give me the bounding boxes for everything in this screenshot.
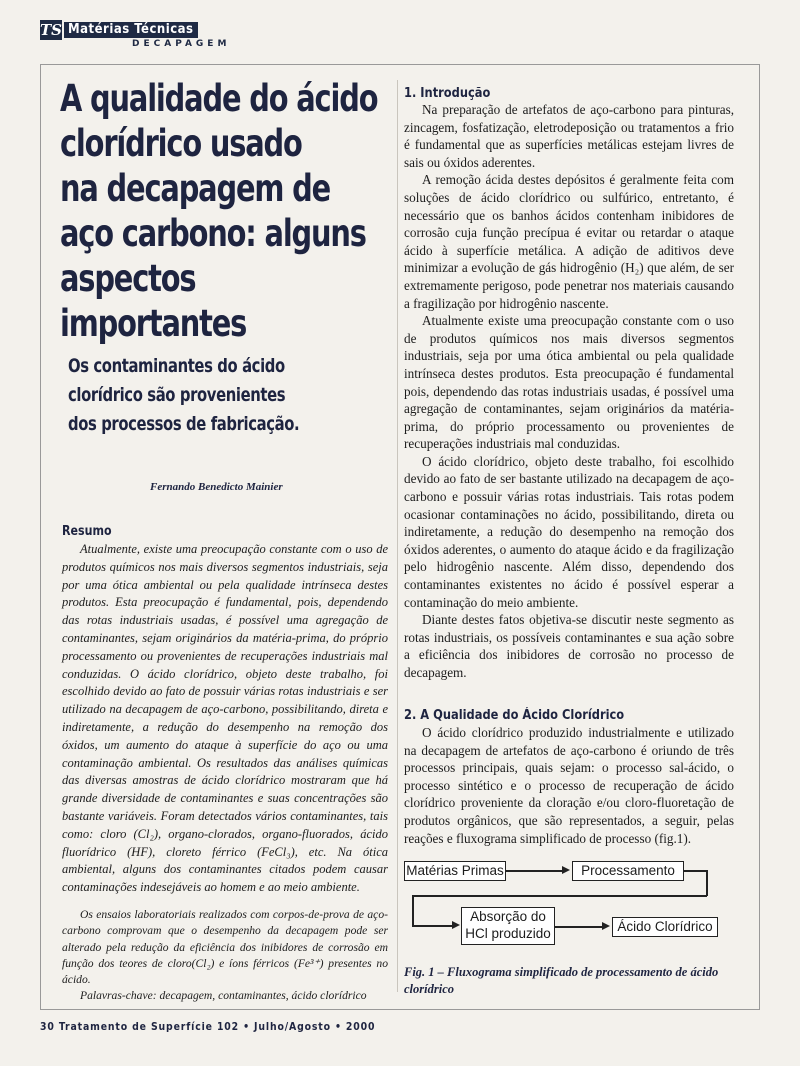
abstract-body	[62, 541, 388, 1005]
page-footer: 30 Tratamento de Superfície 102 • Julho/Agosto • 2000	[40, 1020, 376, 1033]
title-line: clorídrico usado	[60, 122, 302, 165]
article-title	[60, 76, 388, 346]
paragraph: Atualmente existe uma preocupação constante com o uso de produtos químicos nos mais diversos segmentos industriais, seja por uma ótica ambiental ou pela qualidade intrínseca destes produtos. Esta preocupação é fundamental pois, dependendo das rotas industriais usadas, é possível uma agregação de contaminantes, sejam originários da matéria-prima, do próprio processamento ou provenientes de recuperações industriais mal conduzidas.	[404, 313, 734, 452]
article-subtitle	[68, 352, 380, 439]
column-divider	[397, 80, 398, 992]
ts-logo: TS	[40, 21, 62, 39]
section-heading-intro: 1. Introdução	[404, 86, 491, 101]
box-absorcao	[461, 907, 555, 945]
arrow-line	[506, 870, 564, 872]
keywords: Palavras-chave: decapagem, contaminantes, ácido clorídrico	[80, 989, 367, 1003]
arrow-line	[683, 870, 707, 872]
abstract-heading: Resumo	[62, 524, 112, 539]
paragraph: O ácido clorídrico produzido industrialmente e utilizado na decapagem de artefatos de aço-carbono é oriundo de três processos principais, quais sejam: o processo sal-ácido, o processo sintético e o processo de recuperação de ácido clorídrico proveniente da cloração e/ou cloro-fluoretação de produtos orgânicos, que são representados, a seguir, pelas reações e fluxograma simplificado de processo (fig.1).	[404, 725, 734, 846]
paragraph: Diante destes fatos objetiva-se discutir neste segmento as rotas industriais, os possíveis contaminantes e sua ação sobre a eficiência dos inibidores de corrosão no processo de decapagem.	[404, 612, 734, 680]
section-label: Matérias Técnicas	[64, 22, 198, 38]
figure-caption: Fig. 1 – Fluxograma simplificado de processamento de ácido clorídrico	[404, 965, 719, 996]
abstract-paragraph: Atualmente, existe uma preocupação constante com o uso de produtos químicos nos mais diversos segmentos industriais, seja por uma ótica ambiental ou pela qualidade intrínseca destes produtos. Esta preocupação é fundamental, pois, dependendo das rotas industriais usadas, é possível uma agregação de contaminantes, sejam originários da matéria-prima, do próprio processamento ou provenientes de recuperações industriais mal conduzidas. O ácido clorídrico, objeto deste trabalho, foi escolhido devido ao fato de possuir várias rotas industriais e ser utilizado na decapagem de aço-carbono, possibilitando, direta e indiretamente, a redução do desempenho na remoção dos óxidos, um aumento do ataque à superfície do aço ou uma contaminação ambiental. Os resultados das análises químicas das diversas amostras de ácido clorídrico mostraram que há grande diversidade de contaminantes e suas concentrações são bastante variáveis. Foram detectados vários contaminantes, tais como: cloro (Cl₂), organo-clorados, organo-fluorados, ácido fluorídrico (HF), cloreto férrico (FeCl₃), etc. Na ótica ambiental, alguns dos contaminantes citados podem causar contaminações indesejáveis ao homem e ao meio ambiente.	[62, 542, 388, 895]
header-logo	[40, 20, 62, 40]
box-absorcao-line: Absorção do	[470, 909, 546, 924]
paragraph: Na preparação de artefatos de aço-carbono para pinturas, zincagem, fosfatização, eletrodeposição ou tratamentos a frio é fundamental que as superfícies metálicas estejam livres de sais ou óxidos aderentes.	[404, 102, 734, 170]
box-materias-primas: Matérias Primas	[404, 861, 506, 881]
arrow-line	[412, 895, 707, 897]
section-heading-quality: 2. A Qualidade do Ácido Clorídrico	[404, 708, 625, 723]
arrow-head	[602, 922, 610, 930]
subtitle-line: Os contaminantes do ácido	[68, 355, 285, 377]
author-name: Fernando Benedicto Mainier	[150, 481, 283, 493]
subtitle-line: dos processos de fabricação.	[68, 413, 300, 435]
abstract-paragraph: Os ensaios laboratoriais realizados com corpos-de-prova de aço-carbono comprovam que o desempenho da decapagem pode ser alterado pela redução da eficiência dos inibidores de corrosão em função dos teores de cloro(Cl₂) e íons férricos (Fe³⁺) presentes no ácido.	[62, 907, 388, 987]
title-line: aspectos importantes	[60, 257, 247, 345]
arrow-line	[412, 895, 414, 926]
subsection-label: DECAPAGEM	[132, 39, 231, 49]
arrow-head	[452, 921, 460, 929]
arrow-line	[706, 870, 708, 896]
intro-body	[404, 101, 734, 682]
box-acido-cloridrico: Ácido Clorídrico	[612, 917, 718, 937]
quality-body	[404, 724, 734, 847]
paragraph: A remoção ácida destes depósitos é geralmente feita com soluções de ácido clorídrico ou sulfúrico, entretanto, é necessário que os banhos ácidos contenham inibidores de corrosão cuja função precípua é evitar ou retardar o ataque ácido à superfície metálica. A adição de aditivos deve minimizar a evolução de gás hidrogênio (H₂) que além, de ser extremamente perigoso, pode penetrar nos materiais causando a fragilização por hidrogênio nascente.	[404, 172, 734, 311]
arrow-line	[554, 926, 604, 928]
title-line: na decapagem de	[60, 167, 331, 210]
box-absorcao-line: HCl produzido	[465, 926, 551, 941]
arrow-head	[562, 866, 570, 874]
arrow-line	[412, 925, 454, 927]
title-line: A qualidade do ácido	[60, 77, 378, 120]
subtitle-line: clorídrico são provenientes	[68, 384, 286, 406]
paragraph: O ácido clorídrico, objeto deste trabalho, foi escolhido devido ao fato de ser bastante utilizado na decapagem de aço-carbono e possuir várias rotas industriais. Tais rotas podem ocasionar contaminações no ácido, possibilitando, direta ou indiretamente, a redução do desempenho na remoção dos óxidos aderentes, o aumento do ataque ácido e da fragilização pelo hidrogênio nascente. Além disso, dependendo dos contaminantes existentes no ácido é possível esperar a contaminação do meio ambiente.	[404, 453, 734, 610]
title-line: aço carbono: alguns	[60, 212, 366, 255]
box-processamento: Processamento	[572, 861, 684, 881]
